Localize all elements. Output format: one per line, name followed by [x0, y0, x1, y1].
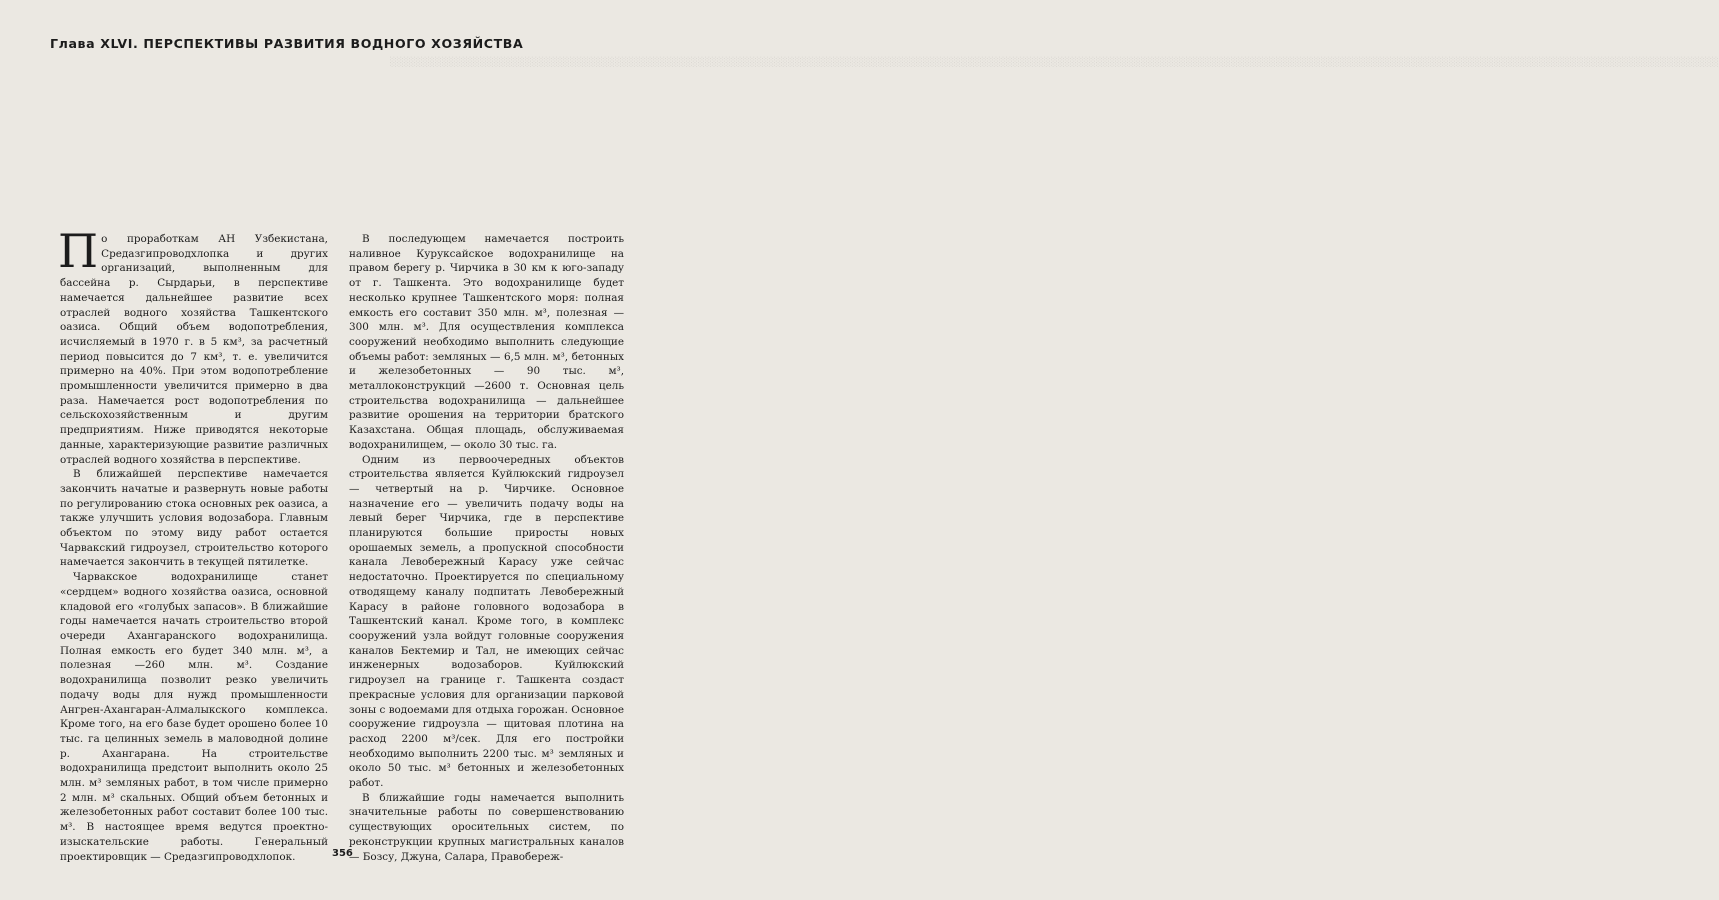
left-column	[58, 224, 328, 864]
chapter-title: Глава XLVI. ПЕРСПЕКТИВЫ РАЗВИТИЯ ВОДНОГО ХОЗЯЙСТВА	[50, 36, 524, 51]
bleed-through-texture: ░░░░░░░░░░░░░░░░░░░░░░░░░░░░░░░░░░░░░░░░░░░░░░░░░░░░░░░░░░░░░░░░░░░░░░░░░░░░░░░░░░░░░░░░░░░░░░░░░░░░░░░░░░░░░░░░░░░░░░░░░░░░░░░░░░░░░░░░░░░░░░░░░░░░░░░░░░░░░░░░░░░░░░░░░░░░░░░░░░░░░░░░░░░░░░░░	[390, 58, 1719, 68]
right-column	[349, 232, 624, 864]
paragraph: Чарвакское водохранилище станет «сердцем» водного хозяйства оазиса, основной кладовой его «голубых запасов». В ближайшие годы намечается начать строительство второй очереди Ахангаранского водохранилища. Полная емкость его будет 340 млн. м³, а полезная —260 млн. м³. Создание водохранилища позволит резко увеличить подачу воды для нужд промышленности Ангрен-Ахангаран-Алмалыкского комплекса. Кроме того, на его базе будет орошено более 10 тыс. га целинных земель в маловодной долине р. Ахангарана. На строительстве водохранилища предстоит выполнить около 25 млн. м³ земляных работ, в том числе примерно 2 млн. м³ скальных. Общий объем бетонных и железобетонных работ составит более 100 тыс. м³. В настоящее время ведутся проектно-изыскательские работы. Генеральный проектировщик — Средазгипроводхлопок.	[60, 571, 328, 863]
paragraph: В последующем намечается построить наливное Куруксайское водохранилище на правом берегу р. Чирчика в 30 км к юго-западу от г. Ташкента. Это водохранилище будет несколько крупнее Ташкентского моря: полная емкость его составит 350 млн. м³, полезная — 300 млн. м³. Для осуществления комплекса сооружений необходимо выполнить следующие объемы работ: земляных — 6,5 млн. м³, бетонных и железобетонных — 90 тыс. м³, металлоконструкций —2600 т. Основная цель строительства водохранилища — дальнейшее развитие орошения на территории братского Казахстана. Общая площадь, обслуживаемая водохранилищем, — около 30 тыс. га.	[349, 233, 624, 451]
paragraph: В ближайшие годы намечается выполнить значительные работы по совершенствованию существующих оросительных систем, по реконструкции крупных магистральных каналов — Бозсу, Джуна, Салара, Правобереж-	[349, 791, 624, 863]
drop-cap-letter: П	[58, 224, 99, 278]
page-number: 356	[332, 848, 353, 859]
intro-paragraph: По проработкам АН Узбекистана, Средазгипроводхлопка и других организаций, выполненным для бассейна р. Сырдарьи, в перспективе намечается дальнейшее развитие всех отраслей водного хозяйства Ташкентского оазиса. Общий объем водопотребления, исчисляемый в 1970 г. в 5 км³, за расчетный период повысится до 7 км³, т. е. увеличится примерно на 40%. При этом водопотребление промышленности увеличится примерно в два раза. Намечается рост водопотребления по сельскохозяйственным и другим предприятиям. Ниже приводятся некоторые данные, характеризующие развитие различных отраслей водного хозяйства в перспективе.	[58, 224, 328, 466]
paragraph: В ближайшей перспективе намечается закончить начатые и развернуть новые работы по регулированию стока основных рек оазиса, а также улучшить условия водозабора. Главным объектом по этому виду работ остается Чарвакский гидроузел, строительство которого намечается закончить в текущей пятилетке.	[60, 468, 328, 569]
paragraph: Одним из первоочередных объектов строительства является Куйлюкский гидроузел — четвертый на р. Чирчике. Основное назначение его — увеличить подачу воды на левый берег Чирчика, где в перспективе планируются большие приросты новых орошаемых земель, а пропускной способности канала Левобережный Карасу уже сейчас недостаточно. Проектируется по специальному отводящему каналу подпитать Левобережный Карасу в районе головного водозабора в Ташкентский канал. Кроме того, в комплекс сооружений узла войдут головные сооружения каналов Бектемир и Тал, не имеющих сейчас инженерных водозаборов. Куйлюкский гидроузел на границе г. Ташкента создаст прекрасные условия для организации парковой зоны с водоемами для отдыха горожан. Основное сооружение гидроузла — щитовая плотина на расход 2200 м³/сек. Для его постройки необходимо выполнить 2200 тыс. м³ земляных и около 50 тыс. м³ бетонных и железобетонных работ.	[349, 453, 624, 790]
